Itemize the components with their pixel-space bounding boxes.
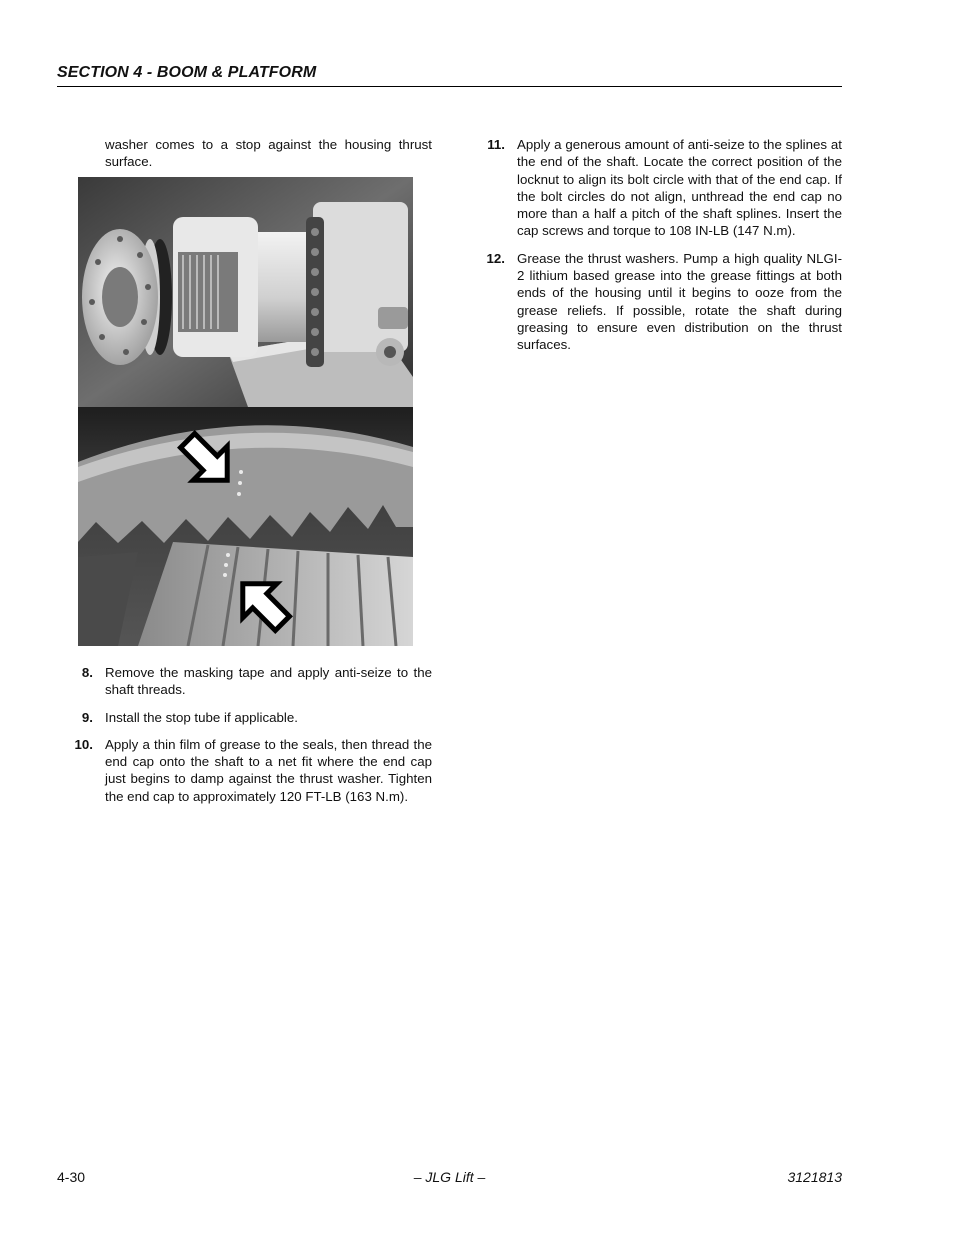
step-text: Apply a thin film of grease to the seals, then thread the end cap onto the shaft to a net fit where the end cap just begins to damp against the thrust washer. Tighten the end cap to approximately 120 FT-LB (163 N.m). — [105, 736, 432, 804]
step-number: 11. — [487, 137, 505, 152]
document-number: 3121813 — [787, 1169, 842, 1185]
spline-closeup-photo — [78, 407, 413, 646]
actuator-assembly-photo — [78, 177, 413, 407]
continuation-text: washer comes to a stop against the housing thrust surface. — [105, 137, 432, 170]
step-text: Grease the thrust washers. Pump a high quality NLGI-2 lithium based grease into the grease fittings at both ends of the housing until it begins to ooze from the grease reliefs. If possible, rotate the shaft during greasing to ensure even distribution on the thrust surfaces. — [517, 250, 842, 353]
page-number: 4-30 — [57, 1169, 86, 1185]
step-text: Install the stop tube if applicable. — [105, 709, 298, 725]
step-number: 8. — [81, 665, 93, 680]
step-11 — [478, 136, 842, 240]
step-8 — [66, 664, 432, 699]
footer-brand: – JLG Lift – — [413, 1169, 486, 1185]
section-title: SECTION 4 - BOOM & PLATFORM — [57, 64, 317, 81]
step-number: 12. — [486, 250, 505, 266]
step-text: Remove the masking tape and apply anti-seize to the shaft threads. — [105, 665, 432, 698]
left-column — [66, 136, 432, 171]
left-steps — [66, 664, 432, 815]
step-number: 10. — [74, 736, 93, 752]
step-10 — [66, 736, 432, 805]
step-text: Apply a generous amount of anti-seize to the splines at the end of the shaft. Locate the correct position of the locknut to align its bolt circle with that of the end cap. If the bolt circles do not align, unthread the end cap no more than a half a pitch of the shaft splines. Insert the cap screws and torque to 108 IN-LB (147 N.m). — [517, 137, 842, 239]
step-number: 9. — [81, 709, 93, 725]
step-9 — [66, 709, 432, 726]
step-12 — [478, 250, 842, 354]
right-column — [478, 136, 842, 364]
section-header — [57, 64, 842, 87]
